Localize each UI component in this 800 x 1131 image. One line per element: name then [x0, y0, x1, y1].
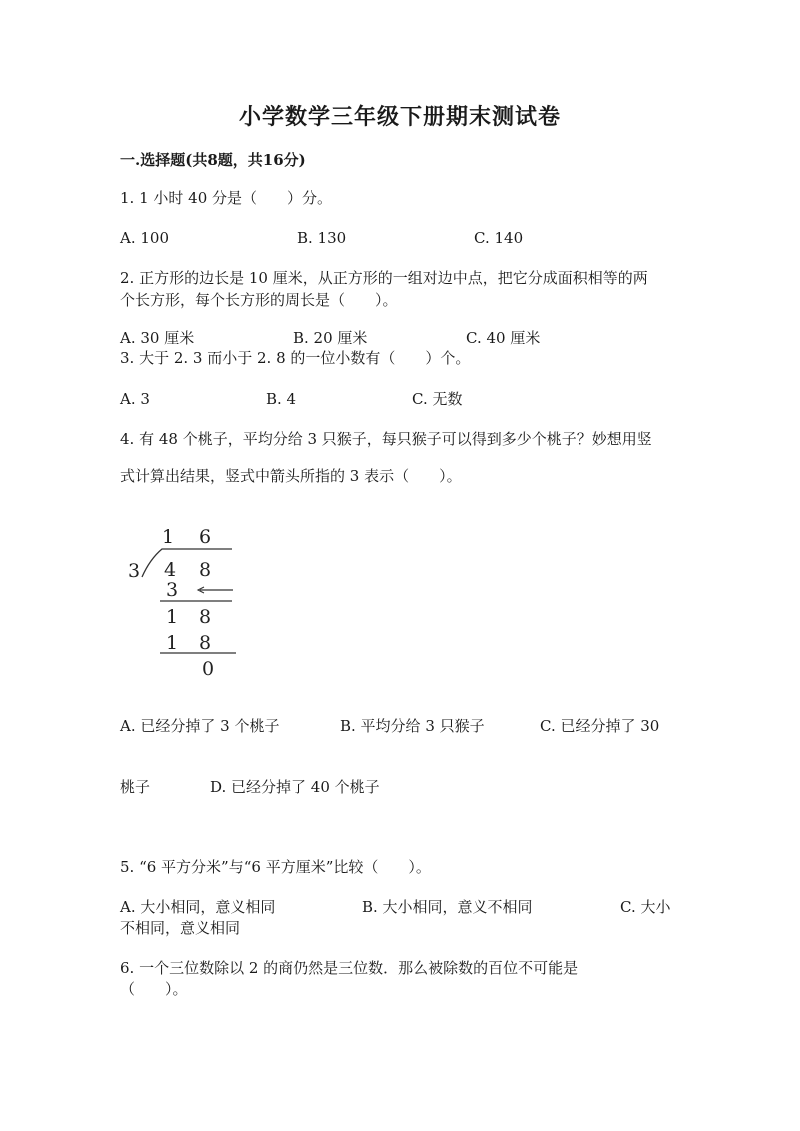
step-digit: 8 [198, 632, 212, 654]
question-3-option-b: B. 4 [266, 390, 297, 408]
dividend-digit: 8 [198, 559, 212, 581]
question-4-text-line2: 式计算出结果，竖式中箭头所指的 3 表示（ ）。 [120, 467, 462, 485]
page-title: 小学数学三年级下册期末测试卷 [238, 104, 561, 130]
question-2-text-line2: 个长方形，每个长方形的周长是（ ）。 [120, 291, 398, 309]
question-5-option-b: B. 大小相同，意义不相同 [362, 898, 533, 916]
question-1-option-c: C. 140 [474, 229, 524, 247]
question-5-option-c-cont: 不相同，意义相同 [120, 919, 241, 937]
question-4-option-a: A. 已经分掉了 3 个桃子 [120, 717, 280, 735]
question-1-option-a: A. 100 [120, 229, 169, 247]
remainder-digit: 8 [198, 606, 212, 628]
step-digit: 3 [165, 579, 179, 601]
question-1-text: 1. 1 小时 40 分是（ ）分。 [120, 189, 333, 207]
question-4-option-c: C. 已经分掉了 30 [540, 717, 660, 735]
question-5-text: 5. “6 平方分米”与“6 平方厘米”比较（ ）。 [120, 858, 431, 876]
final-remainder-digit: 0 [201, 658, 215, 680]
question-5-option-c: C. 大小 [620, 898, 671, 916]
dividend-digit: 4 [163, 559, 177, 581]
step-digit: 1 [165, 632, 179, 654]
question-4-option-b: B. 平均分给 3 只猴子 [340, 717, 485, 735]
quotient-digit: 1 [161, 526, 175, 548]
question-3-text: 3. 大于 2. 3 而小于 2. 8 的一位小数有（ ）个。 [120, 349, 471, 367]
quotient-digit: 6 [198, 526, 212, 548]
remainder-digit: 1 [165, 606, 179, 628]
question-6-text-line1: 6. 一个三位数除以 2 的商仍然是三位数．那么被除数的百位不可能是 [120, 959, 579, 977]
question-6-text-line2: （ ）。 [120, 980, 188, 998]
question-3-option-a: A. 3 [120, 390, 150, 408]
question-1-option-b: B. 130 [297, 229, 347, 247]
question-5-option-a: A. 大小相同，意义相同 [120, 898, 276, 916]
question-2-option-a: A. 30 厘米 [120, 329, 195, 347]
question-2-text-line1: 2. 正方形的边长是 10 厘米，从正方形的一组对边中点，把它分成面积相等的两 [120, 269, 648, 287]
divisor: 3 [127, 560, 141, 582]
section-heading: 一.选择题(共8题，共16分) [120, 151, 306, 169]
question-3-option-c: C. 无数 [412, 390, 463, 408]
division-bracket [142, 549, 232, 577]
long-division-diagram [120, 515, 260, 680]
question-2-option-c: C. 40 厘米 [466, 329, 541, 347]
question-4-option-c-cont: 桃子 [120, 778, 151, 796]
question-4-option-d: D. 已经分掉了 40 个桃子 [210, 778, 380, 796]
question-4-text-line1: 4. 有 48 个桃子，平均分给 3 只猴子，每只猴子可以得到多少个桃子？妙想用竖 [120, 430, 652, 448]
question-2-option-b: B. 20 厘米 [293, 329, 368, 347]
